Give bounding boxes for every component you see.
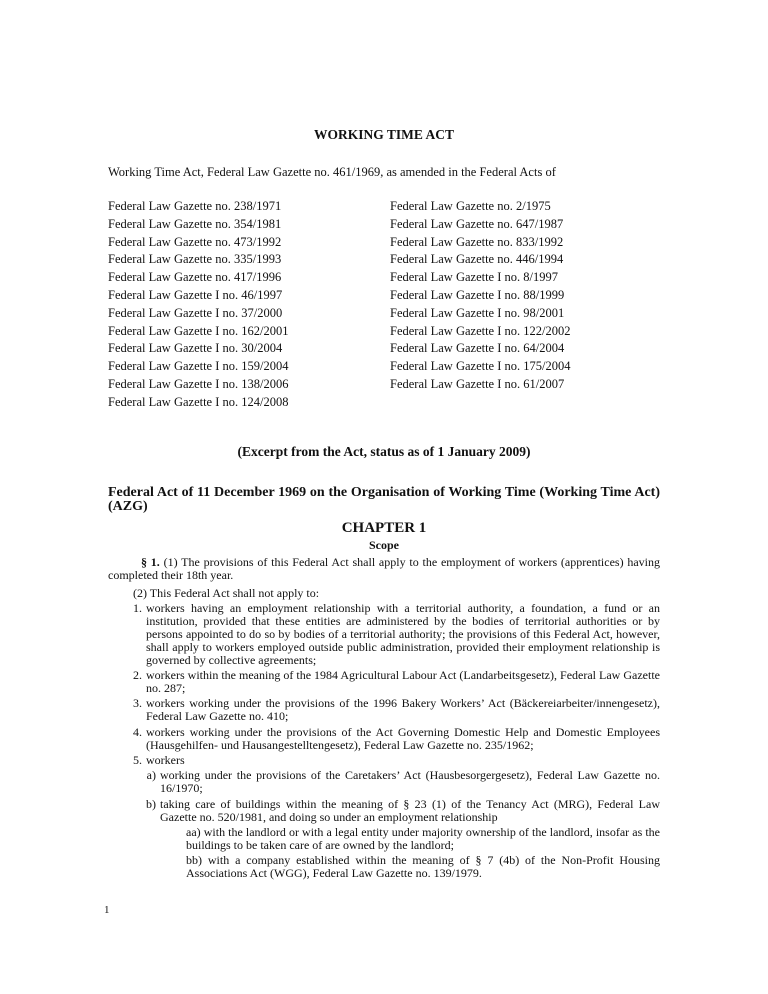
gazette-list (108, 198, 668, 412)
paragraph-1-text: (1) The provisions of this Federal Act shall apply to the employment of workers (apprentices) having completed their 18th year. (108, 555, 661, 582)
list-text: taking care of buildings within the meaning of § 23 (1) of the Tenancy Act (MRG), Federal Law Gazette no. 520/1981, and doing so under an employment relationship (160, 796, 660, 824)
intro-text: Working Time Act, Federal Law Gazette no. 461/1969, as amended in the Federal Acts of (108, 165, 556, 179)
paragraph-2: (2) This Federal Act shall not apply to: (133, 585, 320, 600)
gazette-entry: Federal Law Gazette I no. 124/2008 (108, 394, 289, 409)
gazette-entry: Federal Law Gazette I no. 61/2007 (390, 376, 565, 391)
list-text: workers having an employment relationship with a territorial authority, a foundation, a fund or an institution, provided that these entities are administered by the bodies of territorial authorities or by persons appointed to do so by bodies of a territorial authority; the provisions of this Federal Act, however, shall apply to workers employed outside public administration, provided their employment relationship is governed by collective agreements; (146, 600, 660, 667)
list-number: b) (146, 796, 156, 811)
gazette-entry: Federal Law Gazette I no. 37/2000 (108, 305, 283, 320)
section-title: Scope (369, 538, 399, 552)
list-text: aa) with the landlord or with a legal entity under majority ownership of the landlord, insofar as the buildings to be taken care of are owned by the landlord; (186, 824, 660, 852)
list-number: 4. (133, 724, 142, 739)
gazette-entry: Federal Law Gazette I no. 162/2001 (108, 323, 289, 338)
list-item (108, 769, 660, 795)
gazette-entry: Federal Law Gazette I no. 98/2001 (390, 305, 565, 320)
gazette-entry: Federal Law Gazette no. 354/1981 (108, 216, 282, 231)
paragraph-1 (108, 556, 660, 582)
gazette-entry: Federal Law Gazette no. 446/1994 (390, 252, 564, 267)
gazette-entry: Federal Law Gazette I no. 8/1997 (390, 270, 558, 285)
list-number: a) (146, 768, 156, 783)
excerpt-heading: (Excerpt from the Act, status as of 1 January 2009) (237, 444, 531, 459)
list-text: bb) with a company established within the meaning of § 7 (4b) of the Non-Profit Housing Associations Act (WGG), Federal Law Gazette no. 139/1979. (186, 853, 660, 881)
gazette-entry: Federal Law Gazette I no. 159/2004 (108, 359, 289, 374)
gazette-entry: Federal Law Gazette I no. 138/2006 (108, 376, 289, 391)
gazette-entry: Federal Law Gazette no. 417/1996 (108, 270, 282, 285)
section-label: § 1. (141, 555, 160, 569)
list-text: workers working under the provisions of the 1996 Bakery Workers’ Act (Bäckereiarbeiter/innengesetz), Federal Law Gazette no. 410; (146, 696, 660, 724)
gazette-entry: Federal Law Gazette I no. 30/2004 (108, 341, 283, 356)
list-number: 5. (133, 752, 142, 767)
gazette-entry: Federal Law Gazette no. 647/1987 (390, 216, 564, 231)
list-number: 3. (133, 696, 142, 711)
gazette-entry: Federal Law Gazette no. 833/1992 (390, 234, 564, 249)
gazette-entry: Federal Law Gazette I no. 88/1999 (390, 287, 565, 302)
list-number: 1. (133, 600, 142, 615)
list-item (108, 854, 660, 880)
gazette-entry: Federal Law Gazette I no. 64/2004 (390, 341, 565, 356)
gazette-entry: Federal Law Gazette I no. 46/1997 (108, 287, 283, 302)
gazette-entry: Federal Law Gazette no. 473/1992 (108, 234, 282, 249)
gazette-entry: Federal Law Gazette no. 335/1993 (108, 252, 282, 267)
list-text: working under the provisions of the Caretakers’ Act (Hausbesorgergesetz), Federal Law Gazette no. 16/1970; (160, 768, 660, 796)
act-heading: Federal Act of 11 December 1969 on the Organisation of Working Time (Working Time Act) (AZG) (108, 485, 660, 514)
body-text (108, 556, 660, 880)
list-item (108, 669, 660, 695)
chapter-heading: CHAPTER 1 (341, 520, 427, 536)
list-text: workers within the meaning of the 1984 Agricultural Labour Act (Landarbeitsgesetz), Federal Law Gazette no. 287; (146, 668, 660, 696)
gazette-entry: Federal Law Gazette no. 2/1975 (390, 199, 551, 213)
document-title: WORKING TIME ACT (313, 127, 455, 142)
list-item (108, 826, 660, 852)
list-item (108, 602, 660, 667)
list-item (108, 754, 660, 767)
gazette-entry: Federal Law Gazette I no. 175/2004 (390, 359, 571, 374)
list-number: 2. (133, 668, 142, 683)
exclusion-list (108, 602, 660, 880)
list-item (108, 726, 660, 752)
gazette-entry: Federal Law Gazette I no. 122/2002 (390, 323, 571, 338)
list-text: workers (146, 752, 185, 767)
list-text: workers working under the provisions of the Act Governing Domestic Help and Domestic Employees (Hausgehilfen- und Hausangestelltengesetz), Federal Law Gazette no. 235/1962; (146, 724, 660, 752)
page-number: 1 (104, 904, 110, 916)
gazette-entry: Federal Law Gazette no. 238/1971 (108, 199, 282, 213)
list-item (108, 697, 660, 723)
list-item (108, 798, 660, 824)
